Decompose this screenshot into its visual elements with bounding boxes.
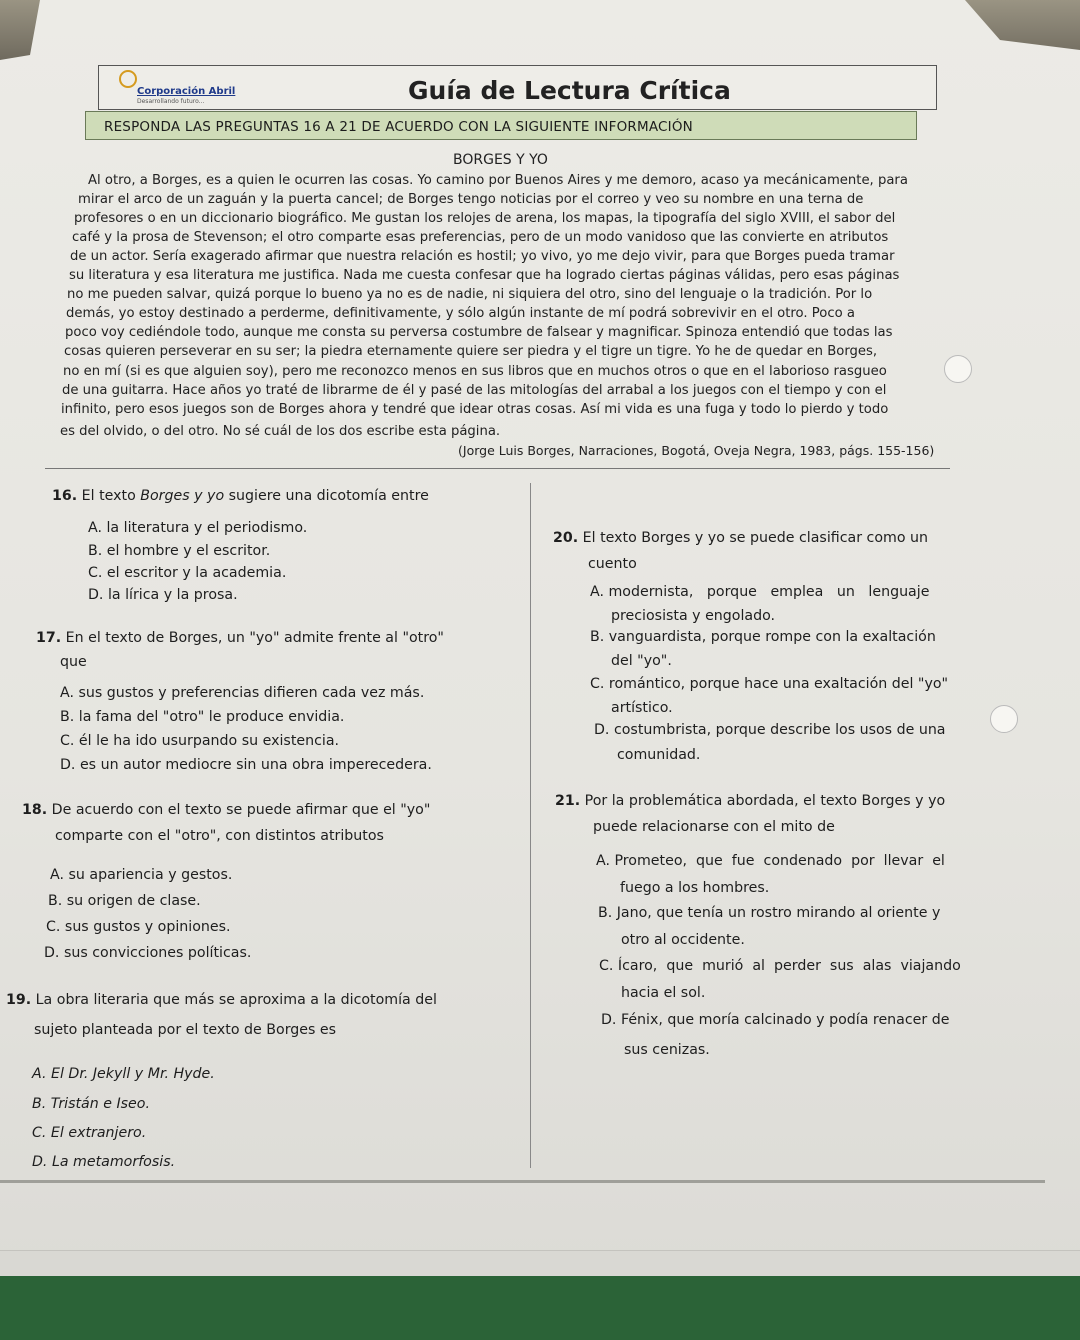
q20-option-a-cont: preciosista y engolado. (611, 608, 776, 624)
q16-option-b: B. el hombre y el escritor. (88, 543, 271, 559)
page-title: Guía de Lectura Crítica (408, 76, 731, 105)
q20-option-d: D. costumbrista, porque describe los usos de una (594, 722, 946, 738)
story-line: de un actor. Sería exagerado afirmar que nuestra relación es hostil; yo vivo, yo me dejo vivir, para que Borges pueda tramar (70, 249, 895, 264)
logo-name: Corporación Abril (137, 86, 236, 97)
q20-option-c-cont: artístico. (611, 700, 673, 716)
question-17-stem-cont: que (60, 654, 87, 670)
story-line: demás, yo estoy destinado a perderme, definitivamente, y sólo algún instante de mí podrá sobrevivir en el otro. Poco a (66, 306, 855, 321)
q20-option-b-cont: del "yo". (611, 653, 672, 669)
citation: (Jorge Luis Borges, Narraciones, Bogotá, Oveja Negra, 1983, págs. 155-156) (458, 443, 935, 458)
q20-option-c: C. romántico, porque hace una exaltación del "yo" (590, 676, 949, 692)
under-sheet-edge (0, 1250, 1080, 1276)
story-line: Al otro, a Borges, es a quien le ocurren las cosas. Yo camino por Buenos Aires y me demoro, acaso ya mecánicamente, para (88, 173, 908, 188)
story-line: es del olvido, o del otro. No sé cuál de los dos escribe esta página. (60, 424, 501, 439)
q16-option-a: A. la literatura y el periodismo. (88, 520, 308, 536)
q21-option-c: C. Ícaro, que murió al perder sus alas viajando (599, 958, 961, 974)
logo-tagline: Desarrollando futuro... (137, 98, 205, 105)
question-21-stem: 21. Por la problemática abordada, el texto Borges y yo (555, 793, 946, 809)
q21-option-c-cont: hacia el sol. (621, 985, 706, 1001)
q17-option-a: A. sus gustos y preferencias difieren cada vez más. (60, 685, 425, 701)
story-line: de una guitarra. Hace años yo traté de librarme de él y pasé de las mitologías del arrabal a los juegos con el tiempo y con el (62, 383, 887, 398)
story-line: poco voy cediéndole todo, aunque me consta su perversa costumbre de falsear y magnificar. Spinoza entendió que todas las (65, 325, 893, 340)
story-line: cosas quieren perseverar en su ser; la piedra eternamente quiere ser piedra y el tigre un tigre. Yo he de quedar en Borges, (64, 344, 878, 359)
question-number: 20. (553, 530, 579, 546)
question-21-stem-cont: puede relacionarse con el mito de (593, 819, 835, 835)
q19-option-d: D. La metamorfosis. (32, 1154, 176, 1170)
column-separator (530, 483, 531, 1168)
q18-option-d: D. sus convicciones políticas. (44, 945, 252, 961)
story-line: café y la prosa de Stevenson; el otro comparte esas preferencias, pero de un modo vanidoso que las convierte en atributos (72, 230, 889, 245)
q18-option-c: C. sus gustos y opiniones. (46, 919, 231, 935)
question-number: 21. (555, 793, 581, 809)
q18-option-a: A. su apariencia y gestos. (50, 867, 233, 883)
story-line: mirar el arco de un zaguán y la puerta cancel; de Borges tengo noticias por el correo y veo su nombre en una terna de (78, 192, 864, 207)
page-fold-line (0, 1180, 1045, 1183)
q20-option-d-cont: comunidad. (617, 747, 701, 763)
q21-option-d: D. Fénix, que moría calcinado y podía renacer de (601, 1012, 950, 1028)
question-16-stem: 16. El texto Borges y yo sugiere una dicotomía entre (52, 488, 429, 504)
q20-option-b: B. vanguardista, porque rompe con la exaltación (590, 629, 936, 645)
q17-option-c: C. él le ha ido usurpando su existencia. (60, 733, 340, 749)
instructions-text: RESPONDA LAS PREGUNTAS 16 A 21 DE ACUERDO CON LA SIGUIENTE INFORMACIÓN (104, 119, 693, 135)
divider (45, 468, 950, 469)
q21-option-a-cont: fuego a los hombres. (620, 880, 770, 896)
question-number: 16. (52, 488, 78, 504)
story-line: profesores o en un diccionario biográfico. Me gustan los relojes de arena, los mapas, la tipografía del siglo XVIII, el sabor del (74, 211, 896, 226)
question-17-stem: 17. En el texto de Borges, un "yo" admite frente al "otro" (36, 630, 444, 646)
q20-option-a: A. modernista, porque emplea un lenguaje (590, 584, 930, 600)
story-line: infinito, pero esos juegos son de Borges ahora y tendré que idear otras cosas. Así mi vida es una fuga y todo lo pierdo y todo (61, 402, 889, 417)
q21-option-a: A. Prometeo, que fue condenado por llevar el (596, 853, 945, 869)
question-19-stem-cont: sujeto planteada por el texto de Borges es (34, 1022, 337, 1038)
story-title: BORGES Y YO (453, 152, 548, 168)
punch-hole (944, 355, 972, 383)
question-number: 18. (22, 802, 48, 818)
question-20-stem-cont: cuento (588, 556, 637, 572)
q21-option-d-cont: sus cenizas. (624, 1042, 710, 1058)
q17-option-d: D. es un autor mediocre sin una obra imperecedera. (60, 757, 432, 773)
q21-option-b-cont: otro al occidente. (621, 932, 745, 948)
question-20-stem: 20. El texto Borges y yo se puede clasificar como un (553, 530, 929, 546)
question-19-stem: 19. La obra literaria que más se aproxima a la dicotomía del (6, 992, 437, 1008)
q19-option-a: A. El Dr. Jekyll y Mr. Hyde. (32, 1066, 215, 1082)
q17-option-b: B. la fama del "otro" le produce envidia. (60, 709, 345, 725)
q16-option-d: D. la lírica y la prosa. (88, 587, 238, 603)
logo (115, 70, 235, 108)
q18-option-b: B. su origen de clase. (48, 893, 201, 909)
q21-option-b: B. Jano, que tenía un rostro mirando al oriente y (598, 905, 941, 921)
question-number: 17. (36, 630, 62, 646)
q19-option-b: B. Tristán e Iseo. (32, 1096, 150, 1112)
sun-logo-icon (119, 70, 137, 88)
question-18-stem: 18. De acuerdo con el texto se puede afirmar que el "yo" (22, 802, 431, 818)
q19-option-c: C. El extranjero. (32, 1125, 147, 1141)
story-line: no me pueden salvar, quizá porque lo bueno ya no es de nadie, ni siquiera del otro, sino del lenguaje o la tradición. Por lo (67, 287, 873, 302)
story-line: no en mí (si es que alguien soy), pero me reconozco menos en sus libros que en muchos otros o que en el laborioso rasgueo (63, 364, 887, 379)
question-number: 19. (6, 992, 32, 1008)
q16-option-c: C. el escritor y la academia. (88, 565, 287, 581)
question-18-stem-cont: comparte con el "otro", con distintos atributos (55, 828, 384, 844)
punch-hole (990, 705, 1018, 733)
story-line: su literatura y esa literatura me justifica. Nada me cuesta confesar que ha logrado ciertas páginas válidas, pero esas páginas (69, 268, 900, 283)
